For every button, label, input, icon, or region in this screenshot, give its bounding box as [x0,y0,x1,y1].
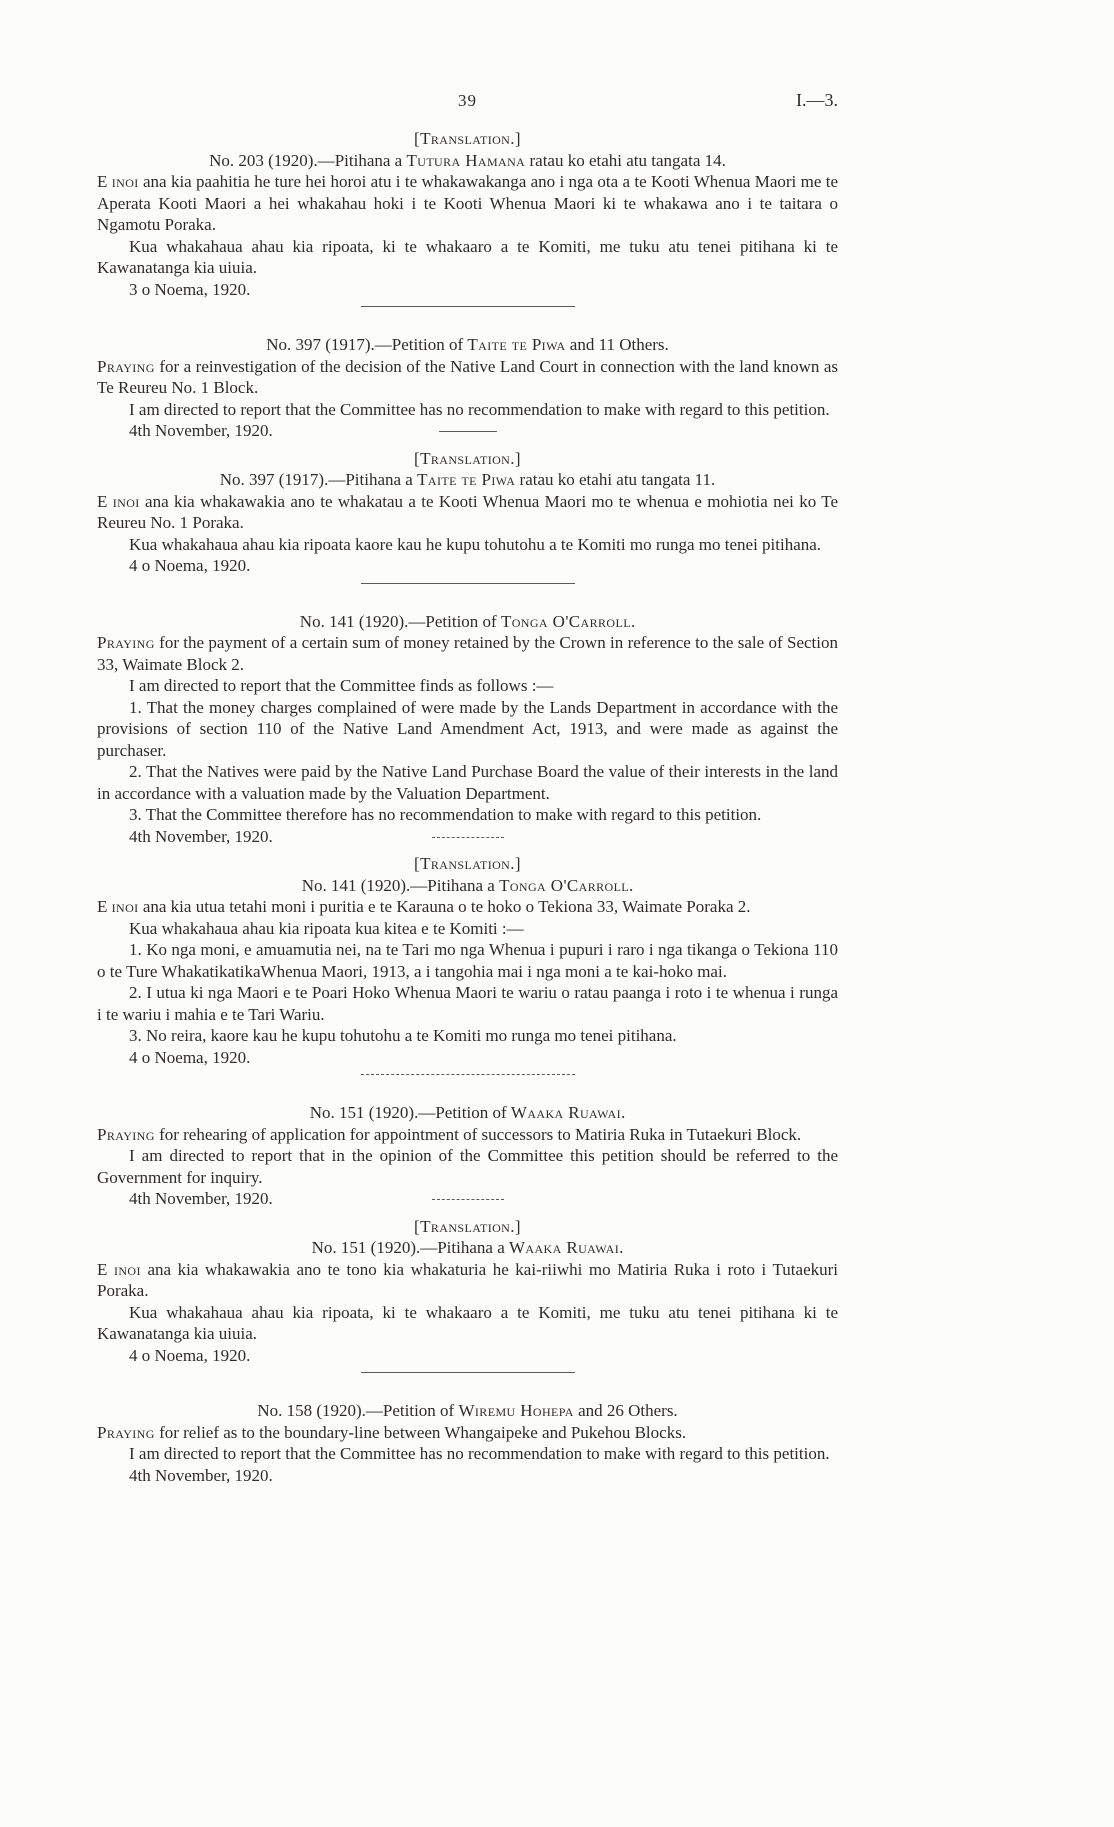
text-run: for rehearing of application for appointment of successors to Matiria Ruka in Tutaekuri Block. [154,1124,802,1144]
petition-heading [97,334,838,356]
petition-paragraph [97,491,838,534]
text-run: E [97,491,113,511]
text-run: I am directed to report that the Committee has no recommendation to make with regard to this petition. [129,399,830,419]
text-run: ana kia whakawakia ano te tono kia whakaturia he kai-riiwhi mo Matiria Ruka i roto i Tutaekuri Poraka. [97,1259,838,1300]
petition-paragraph [97,1124,838,1146]
text-run: No. 397 (1917).—Pitihana a [219,470,418,489]
smallcaps-text: Praying [97,1422,155,1442]
text-run: No. 158 (1920).—Petition of [257,1401,459,1420]
text-run: 2. That the Natives were paid by the Native Land Purchase Board the value of their interests in the land in accordance with a valuation made by the Valuation Department. [97,762,838,803]
smallcaps-text: Waaka Ruawai [510,1103,622,1122]
petition-section [97,334,838,442]
smallcaps-text: Tutura Hamana [406,150,526,170]
section-rule [361,1074,575,1075]
petition-paragraph [97,675,838,697]
section-rule [361,306,575,307]
text-run: Kua whakahaua ahau kia ripoata kaore kau he kupu tohutohu a te Komiti mo runga mo tenei pitihana. [129,534,822,554]
date-line [97,1188,838,1210]
page-header [97,90,838,114]
date-line [97,1345,838,1367]
doc-reference: I.—3. [796,90,838,110]
date-text: 4th November, 1920. [129,421,273,440]
translation-label-text: [Translation.] [414,129,521,148]
text-run: E [97,172,112,191]
petition-paragraph [97,1025,838,1047]
smallcaps-text: Praying [97,633,155,652]
document-body [97,128,838,1492]
text-run: ratau ko etahi atu tangata 14. [525,150,726,170]
petition-paragraph [97,939,838,982]
smallcaps-text: Taite te Piwa [417,470,516,489]
petition-heading [97,150,838,172]
inline-section-rule [439,431,497,432]
petition-paragraph [97,896,838,918]
date-text: 3 o Noema, 1920. [129,279,251,299]
petition-section [97,1400,838,1486]
date-line [97,420,838,442]
translation-label-text: [Translation.] [414,448,521,468]
smallcaps-text: inoi [113,1259,141,1279]
inline-section-rule [432,1199,504,1200]
petition-heading [97,611,838,633]
smallcaps-text: Tonga O'Carroll [499,875,630,895]
petition-paragraph [97,1259,838,1302]
text-run: Kua whakahaua ahau kia ripoata kua kitea e te Komiti :— [129,918,524,938]
text-run: . [630,611,636,631]
petition-section [97,1102,838,1210]
petition-paragraph [97,804,838,826]
petition-paragraph [97,1302,838,1345]
text-run: . [619,1238,624,1257]
translation-label [97,128,838,150]
petition-heading [97,469,838,491]
text-run: . [629,875,634,895]
translation-label [97,853,838,875]
date-line [97,279,838,301]
petition-paragraph [97,356,838,399]
translation-label [97,448,838,470]
text-run: . [621,1103,626,1122]
text-run: ana kia utua tetahi moni i puritia e te Karauna o te hoko o Tekiona 33, Waimate Poraka 2. [138,897,751,916]
petition-paragraph [97,1145,838,1188]
text-run: No. 141 (1920).—Pitihana a [301,875,500,895]
petition-heading [97,1237,838,1259]
smallcaps-text: Taite te Piwa [467,335,566,354]
text-run: I am directed to report that the Committee finds as follows :— [129,676,554,695]
petition-paragraph [97,1422,838,1444]
text-run: for a reinvestigation of the decision of the Native Land Court in connection with the land known as Te Reureu No. 1 Block. [97,356,838,397]
inline-section-rule [432,837,504,838]
text-run: E [97,897,112,916]
text-run: and 26 Others. [573,1401,678,1420]
text-run: ana kia whakawakia ano te whakatau a te Kooti Whenua Maori mo te whenua e mohiotia nei ko Te Reureu No. 1 Poraka. [97,491,838,532]
text-run: E [97,1259,114,1279]
smallcaps-text: Waaka Ruawai [508,1238,620,1257]
smallcaps-text: inoi [111,897,139,916]
date-text: 4th November, 1920. [129,826,273,846]
text-run: No. 151 (1920).—Pitihana a [311,1238,509,1257]
petition-heading [97,1102,838,1124]
date-text: 4 o Noema, 1920. [129,556,251,575]
petition-paragraph [97,236,838,279]
petition-section [97,448,838,584]
petition-paragraph [97,399,838,421]
petition-paragraph [97,761,838,804]
text-run: I am directed to report that the Committee has no recommendation to make with regard to this petition. [129,1444,830,1463]
text-run: and 11 Others. [565,335,669,354]
text-run: No. 203 (1920).—Pitihana a [209,150,407,170]
smallcaps-text: Praying [97,356,155,376]
page-number: 39 [458,91,477,110]
petition-paragraph [97,982,838,1025]
translation-label [97,1216,838,1238]
smallcaps-text: Praying [97,1124,155,1144]
text-run: 3. No reira, kaore kau he kupu tohutohu a te Komiti mo runga mo tenei pitihana. [129,1026,677,1045]
text-run: I am directed to report that in the opinion of the Committee this petition should be referred to the Government for inquiry. [97,1146,838,1187]
text-run: for relief as to the boundary-line between Whangaipeke and Pukehou Blocks. [154,1422,687,1442]
text-run: 3. That the Committee therefore has no recommendation to make with regard to this petition. [129,805,762,824]
petition-paragraph [97,1443,838,1465]
text-run: 1. That the money charges complained of were made by the Lands Department in accordance with the provisions of section 110 of the Native Land Amendment Act, 1913, and were made as against the purchaser. [97,697,838,760]
text-run: ratau ko etahi atu tangata 11. [515,470,716,489]
section-rule [361,583,575,584]
translation-label-text: [Translation.] [414,854,521,873]
smallcaps-text: inoi [112,491,140,511]
section-rule [361,1372,575,1373]
petition-section [97,611,838,848]
smallcaps-text: Tonga O'Carroll [500,611,631,631]
date-line [97,826,838,848]
petition-paragraph [97,918,838,940]
date-text: 4th November, 1920. [129,1465,273,1485]
petition-section [97,128,838,307]
petition-heading [97,1400,838,1422]
date-text: 4th November, 1920. [129,1189,273,1208]
petition-paragraph [97,171,838,236]
petition-paragraph [97,697,838,762]
date-line [97,1465,838,1487]
text-run: 2. I utua ki nga Maori e te Poari Hoko Whenua Maori te wariu o ratau paanga i roto i te whenua i runga i te wariu i mahia e te Tari Wariu. [97,983,838,1024]
petition-heading [97,875,838,897]
text-run: ana kia paahitia he ture hei horoi atu i te whakawakanga ano i nga ota a te Kooti Whenua Maori me te Aperata Kooti Maori a hei whakahau hoki i te Kooti Whenua Maori ki te whakawa ano i te taitara o Ngamotu Poraka. [97,172,838,234]
text-run: No. 151 (1920).—Petition of [309,1103,511,1122]
text-run: for the payment of a certain sum of money retained by the Crown in reference to the sale of Section 33, Waimate Block 2. [97,633,838,674]
text-run: 1. Ko nga moni, e amuamutia nei, na te Tari mo nga Whenua i pupuri i raro i nga tikanga o Tekiona 110 o te Ture WhakatikatikaWhenua Maori, 1913, a i tangohia mai i nga moni a te kai-hoko mai. [97,940,838,981]
petition-paragraph [97,632,838,675]
text-run: Kua whakahaua ahau kia ripoata, ki te whakaaro a te Komiti, me tuku atu tenei pitihana ki te Kawanatanga kia uiuia. [97,1302,838,1343]
text-run: No. 141 (1920).—Petition of [299,611,501,631]
text-run: Kua whakahaua ahau kia ripoata, ki te whakaaro a te Komiti, me tuku atu tenei pitihana ki te Kawanatanga kia uiuia. [97,236,838,277]
text-run: No. 397 (1917).—Petition of [266,335,468,354]
petition-section [97,853,838,1075]
translation-label-text: [Translation.] [414,1216,521,1236]
smallcaps-text: inoi [111,172,139,191]
smallcaps-text: Wiremu Hohepa [458,1401,574,1420]
date-line [97,1047,838,1069]
date-text: 4 o Noema, 1920. [129,1345,251,1365]
petition-paragraph [97,534,838,556]
date-line [97,555,838,577]
date-text: 4 o Noema, 1920. [129,1047,251,1067]
petition-section [97,1216,838,1374]
